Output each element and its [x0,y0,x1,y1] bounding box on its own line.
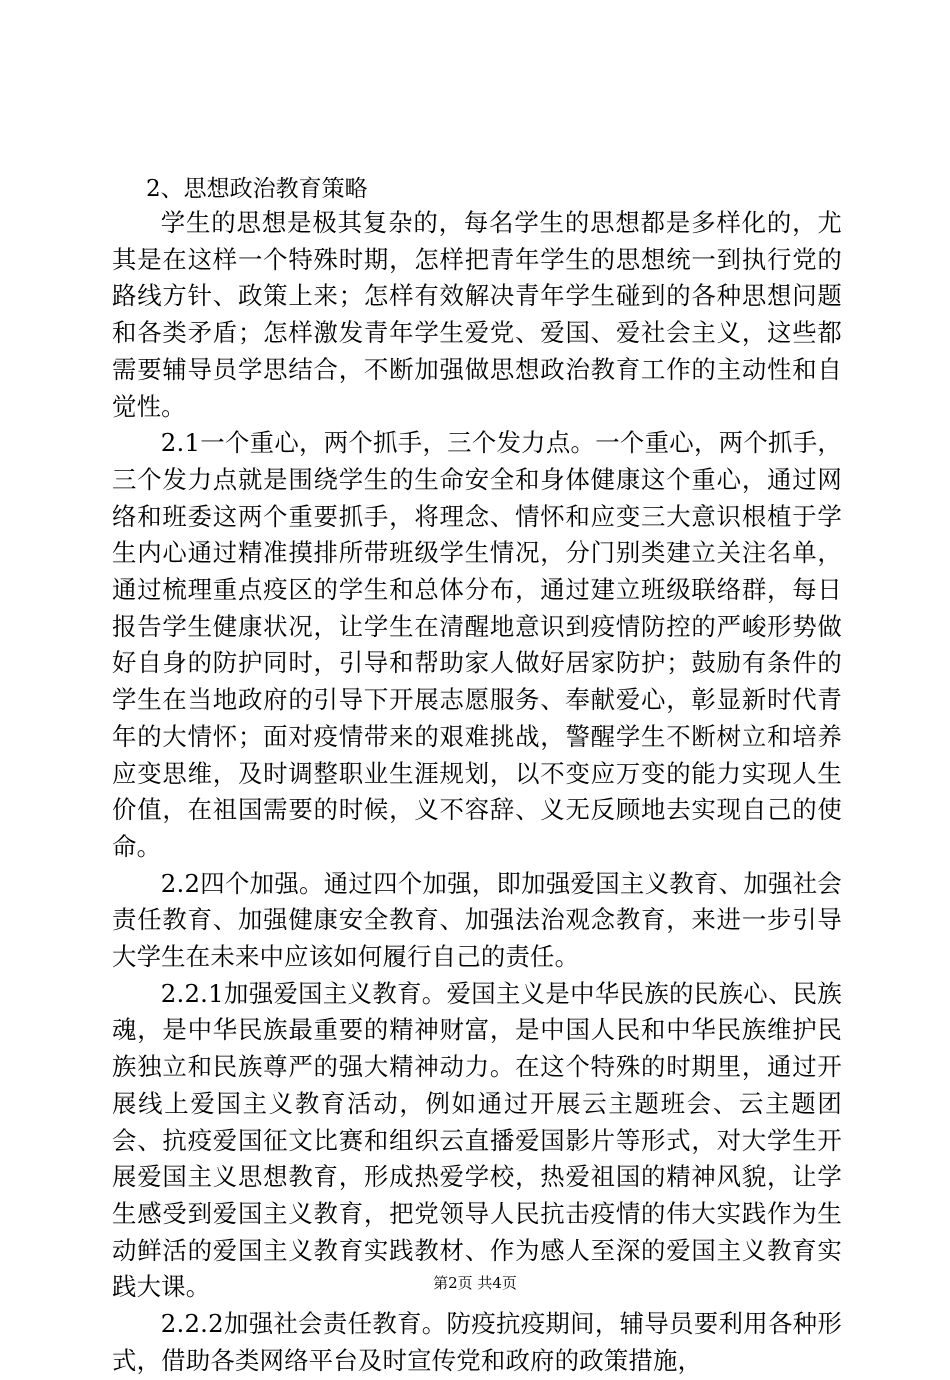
document-body [112,174,842,1380]
paragraph-intro: 学生的思想是极其复杂的，每名学生的思想都是多样化的，尤其是在这样一个特殊时期，怎样把青年学生的思想统一到执行党的路线方针、政策上来；怎样有效解决青年学生碰到的各种思想问题和各类矛盾；怎样激发青年学生爱党、爱国、爱社会主义，这些都需要辅导员学思结合，不断加强做思想政治教育工作的主动性和自觉性。 [112,208,842,421]
paragraph-2-2-1: 2.2.1加强爱国主义教育。爱国主义是中华民族的民族心、民族魂，是中华民族最重要的精神财富，是中国人民和中华民族维护民族独立和民族尊严的强大精神动力。在这个特殊的时期里，通过开展线上爱国主义教育活动，例如通过开展云主题班会、云主题团会、抗疫爱国征文比赛和组织云直播爱国影片等形式，对大学生开展爱国主义思想教育，形成热爱学校，热爱祖国的精神风貌，让学生感受到爱国主义教育，把党领导人民抗击疫情的伟大实践作为生动鲜活的爱国主义教育实践教材、作为感人至深的爱国主义教育实践大课。 [112,978,842,1302]
section-heading: 2、思想政治教育策略 [146,176,368,202]
page-footer: 第2页 共4页 [433,1274,517,1292]
paragraph-2-2-2: 2.2.2加强社会责任教育。防疫抗疫期间，辅导员要利用各种形式，借助各类网络平台及时宣传党和政府的政策措施， [112,1309,842,1375]
paragraph-2-1: 2.1一个重心，两个抓手，三个发力点。一个重心，两个抓手，三个发力点就是围绕学生的生命安全和身体健康这个重心，通过网络和班委这两个重要抓手，将理念、情怀和应变三大意识根植于学生内心通过精准摸排所带班级学生情况，分门别类建立关注名单，通过梳理重点疫区的学生和总体分布，通过建立班级联络群，每日报告学生健康状况，让学生在清醒地意识到疫情防控的严峻形势做好自身的防护同时，引导和帮助家人做好居家防护；鼓励有条件的学生在当地政府的引导下开展志愿服务、奉献爱心，彰显新时代青年的大情怀；面对疫情带来的艰难挑战，警醒学生不断树立和培养应变思维，及时调整职业生涯规划，以不变应万变的能力实现人生价值，在祖国需要的时候，义不容辞、义无反顾地去实现自己的使命。 [112,428,842,861]
paragraph-2-2: 2.2四个加强。通过四个加强，即加强爱国主义教育、加强社会责任教育、加强健康安全教育、加强法治观念教育，来进一步引导大学生在未来中应该如何履行自己的责任。 [112,868,842,972]
